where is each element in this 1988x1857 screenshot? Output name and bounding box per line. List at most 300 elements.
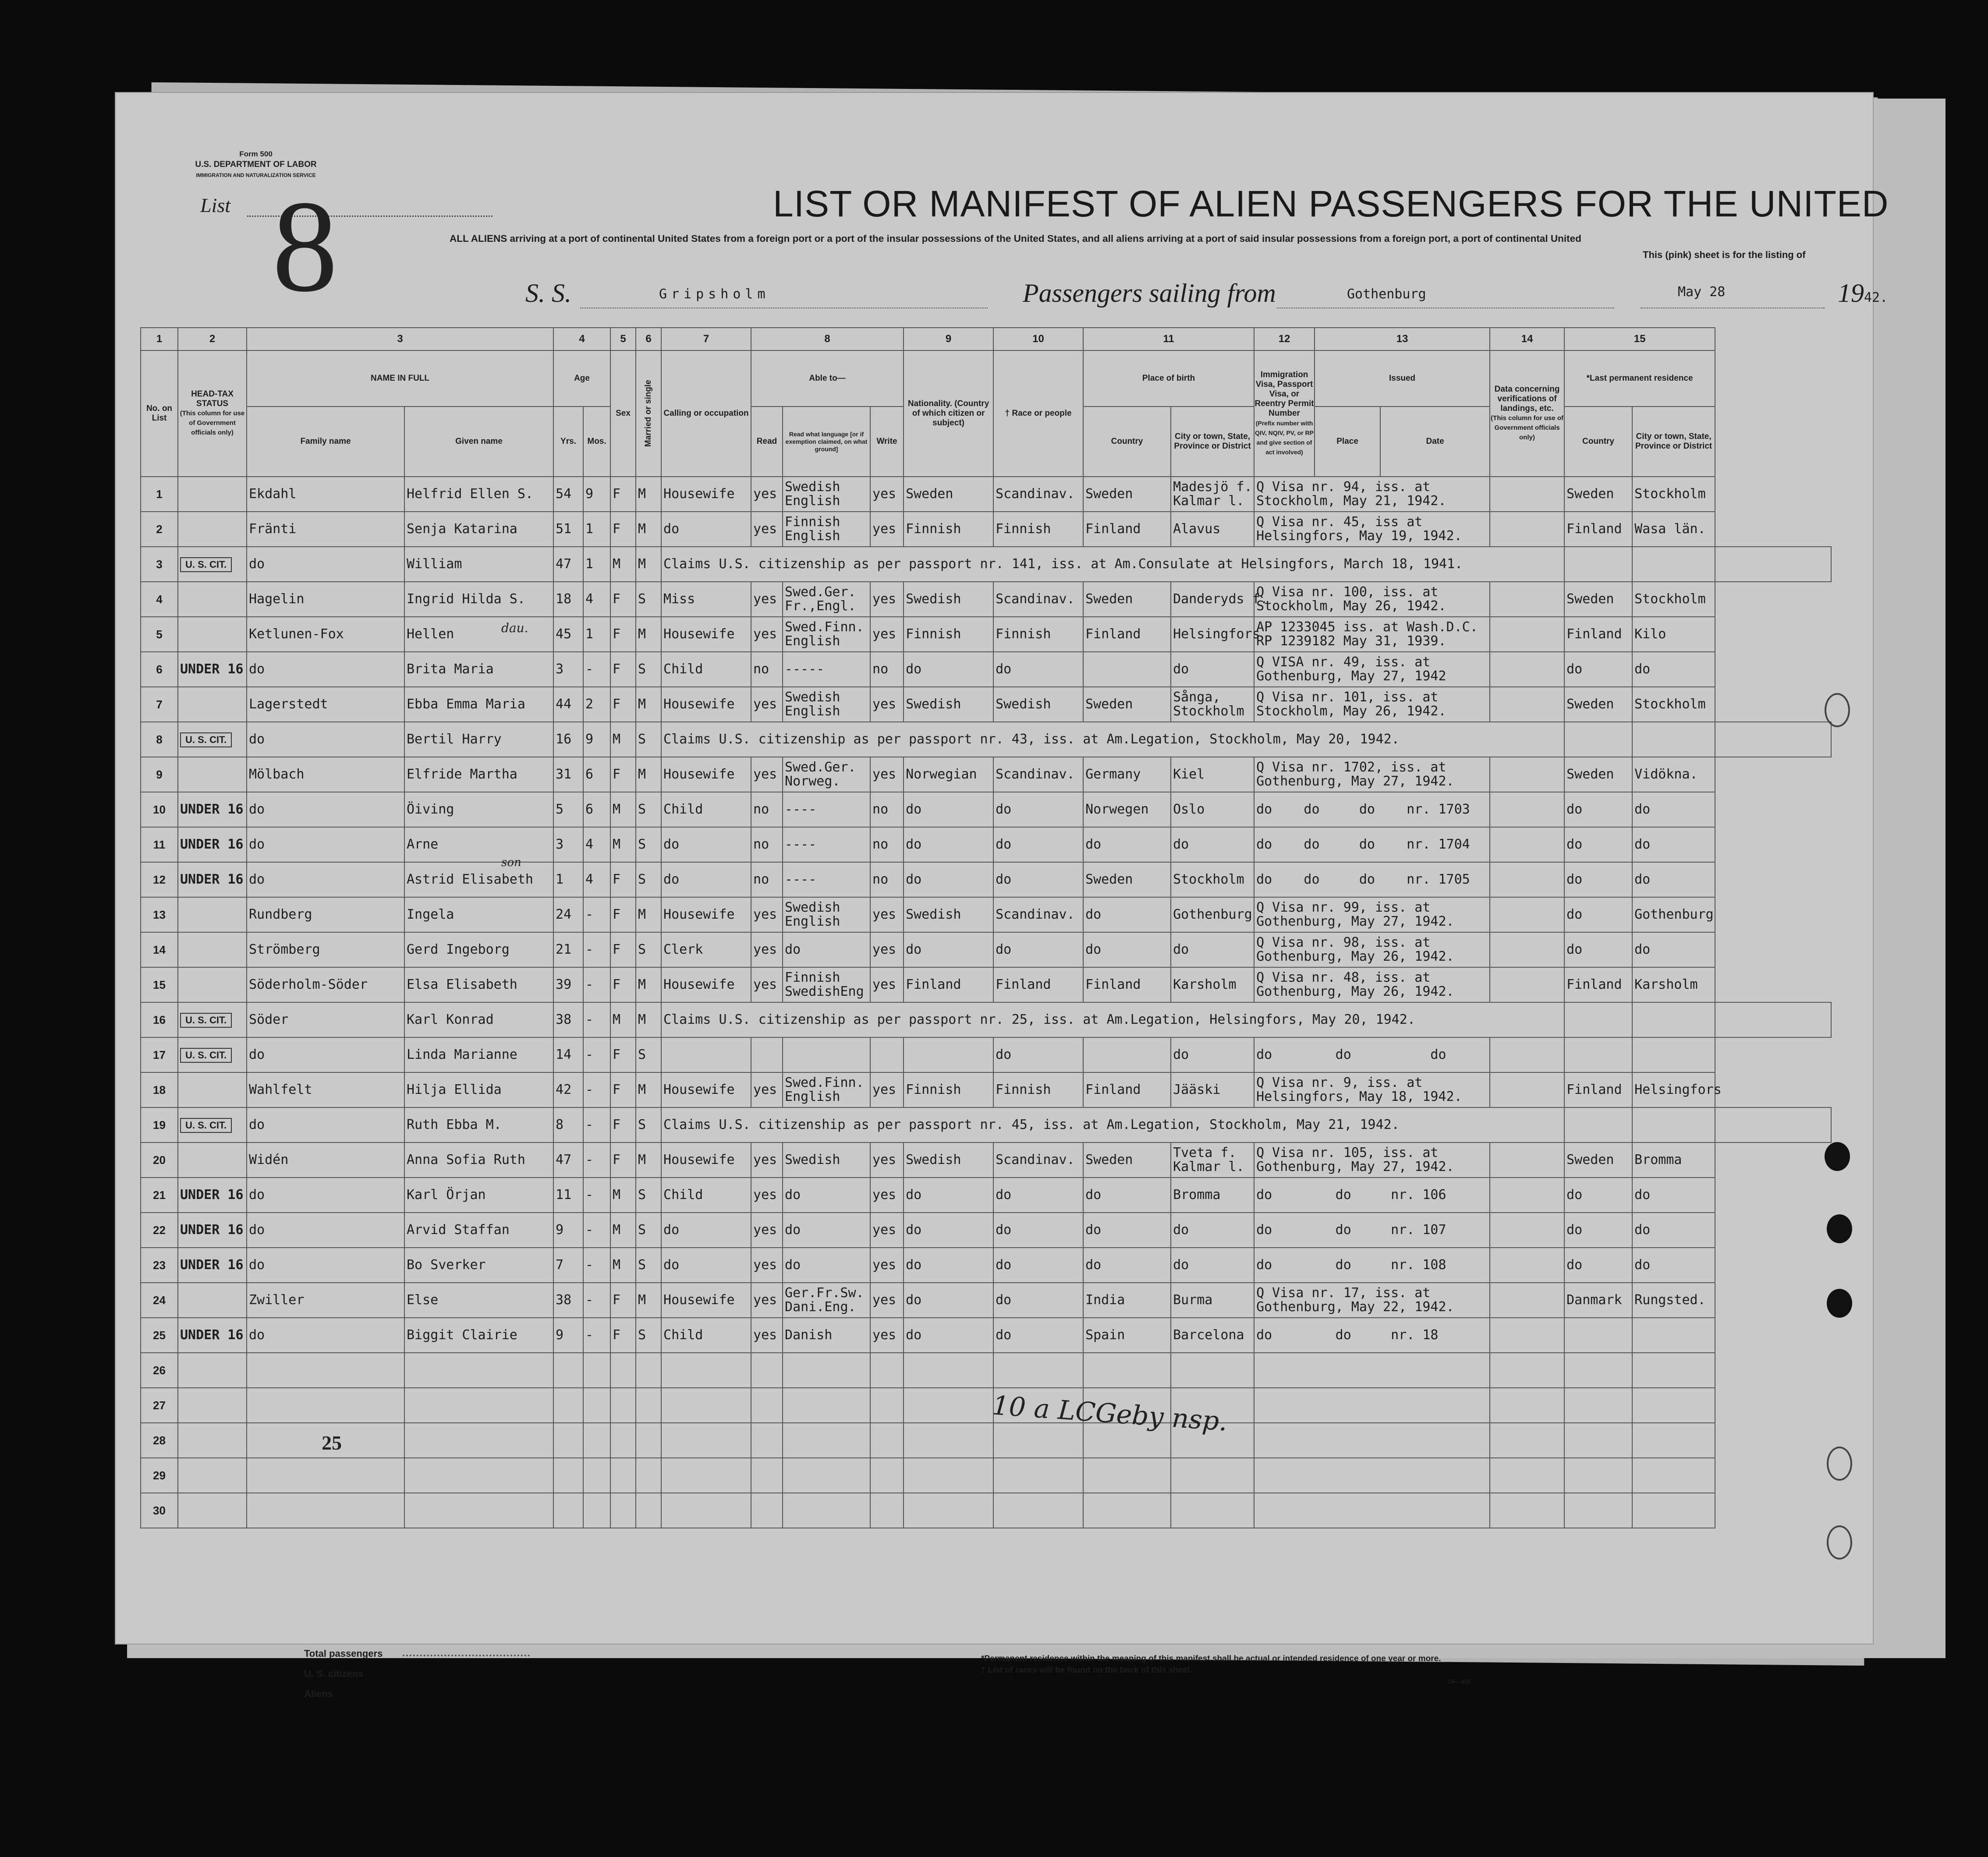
us-citizen-stamp: U. S. CIT. (180, 1048, 232, 1063)
head-tax-status (178, 477, 247, 512)
column-number-row (141, 328, 1831, 350)
table-row (141, 862, 1831, 897)
header-read: Read (751, 407, 783, 477)
nationality: do (904, 1283, 993, 1318)
occupation: Housewife (661, 967, 751, 1002)
nationality: Norwegian (904, 757, 993, 792)
read-language (783, 1423, 870, 1458)
year-prefix: 19 (1838, 279, 1864, 308)
race: do (993, 932, 1083, 967)
age-years: 8 (553, 1107, 583, 1142)
birth-country: do (1083, 932, 1171, 967)
row-number: 14 (141, 932, 178, 967)
verification-data (1490, 932, 1564, 967)
residence-city: Rungsted. (1632, 1283, 1715, 1318)
occupation (661, 1388, 751, 1423)
column-number: 10 (993, 328, 1083, 350)
binder-hole (1825, 1142, 1850, 1171)
residence-country: do (1564, 1248, 1632, 1283)
race: Finnish (993, 617, 1083, 652)
marital-status (636, 1423, 661, 1458)
verification-data (1490, 1037, 1564, 1072)
given-name: Senja Katarina (404, 512, 553, 547)
race (993, 1423, 1083, 1458)
sex: F (610, 687, 636, 722)
head-tax-status: UNDER 16 (178, 792, 247, 827)
table-row (141, 827, 1831, 862)
birth-city: Madesjö f. Kalmar l. (1171, 477, 1254, 512)
column-number: 3 (247, 328, 553, 350)
read-language (783, 1458, 870, 1493)
occupation: Housewife (661, 897, 751, 932)
residence-country: Finland (1564, 967, 1632, 1002)
birth-country: do (1083, 1178, 1171, 1213)
family-name: Ekdahl (247, 477, 404, 512)
column-number: 2 (178, 328, 247, 350)
occupation: Child (661, 652, 751, 687)
nationality (904, 1493, 993, 1528)
list-number: 8 (272, 173, 338, 319)
nationality: Finnish (904, 1072, 993, 1107)
occupation: Child (661, 1178, 751, 1213)
residence-country (1632, 1107, 1715, 1142)
table-row (141, 1458, 1831, 1493)
race: do (993, 1283, 1083, 1318)
race: do (993, 652, 1083, 687)
occupation: do (661, 827, 751, 862)
age-months: - (583, 1283, 610, 1318)
manifest-table (140, 327, 1832, 1528)
us-citizen-stamp: U. S. CIT. (180, 732, 232, 747)
can-write: yes (870, 512, 904, 547)
row-number: 13 (141, 897, 178, 932)
occupation (661, 1458, 751, 1493)
age-years: 5 (553, 792, 583, 827)
nationality (904, 1037, 993, 1072)
given-name: Öiving (404, 792, 553, 827)
verification-data (1490, 1493, 1564, 1528)
family-name (247, 1388, 404, 1423)
verification-data (1490, 1072, 1564, 1107)
given-name: Helfrid Ellen S. (404, 477, 553, 512)
marital-status: S (636, 1178, 661, 1213)
race: do (993, 792, 1083, 827)
birth-country: Norwegen (1083, 792, 1171, 827)
can-read: no (751, 827, 783, 862)
column-number: 7 (661, 328, 751, 350)
head-tax-status: UNDER 16 (178, 1248, 247, 1283)
marital-status (636, 1493, 661, 1528)
nationality: Swedish (904, 897, 993, 932)
verification-data (1490, 862, 1564, 897)
family-name: do (247, 652, 404, 687)
family-name: Rundberg (247, 897, 404, 932)
head-tax-status (178, 512, 247, 547)
marital-status: M (636, 897, 661, 932)
verification-data (1490, 512, 1564, 547)
age-years: 3 (553, 827, 583, 862)
residence-country (1632, 722, 1715, 757)
residence-city: Stockholm (1632, 477, 1715, 512)
age-years: 38 (553, 1283, 583, 1318)
sex: F (610, 862, 636, 897)
can-read: yes (751, 967, 783, 1002)
can-read (751, 1458, 783, 1493)
age-years: 9 (553, 1213, 583, 1248)
birth-country: Sweden (1083, 862, 1171, 897)
us-citizen-stamp: U. S. CIT. (180, 1118, 232, 1133)
table-row (141, 547, 1831, 582)
birth-country: do (1083, 1213, 1171, 1248)
age-years: 16 (553, 722, 583, 757)
can-read (751, 1037, 783, 1072)
row-number: 27 (141, 1388, 178, 1423)
residence-city (1632, 1423, 1715, 1458)
header-landings (1490, 350, 1564, 477)
visa-number (1254, 1423, 1490, 1458)
occupation (661, 1037, 751, 1072)
visa-number: do do nr. 106 (1254, 1178, 1490, 1213)
given-name: Ebba Emma Maria (404, 687, 553, 722)
given-name: Elfride Martha (404, 757, 553, 792)
visa-number: Q Visa nr. 45, iss at Helsingfors, May 19, 1942. (1254, 512, 1490, 547)
given-name: Bertil Harry (404, 722, 553, 757)
residence-country: Finland (1564, 512, 1632, 547)
age-months: - (583, 1037, 610, 1072)
read-language: ---- (783, 827, 870, 862)
citizenship-claim: Claims U.S. citizenship as per passport nr. 45, iss. at Am.Legation, Stockholm, May 21, 1942. (661, 1107, 1564, 1142)
head-tax-status (178, 1107, 247, 1142)
table-row (141, 1072, 1831, 1107)
occupation: Child (661, 792, 751, 827)
residence-country (1564, 1388, 1632, 1423)
header-landings-label: Data concerning verifications of landings, etc. (1494, 385, 1560, 413)
age-months: - (583, 1072, 610, 1107)
nationality: Swedish (904, 1142, 993, 1178)
nationality (904, 1353, 993, 1388)
can-write: yes (870, 967, 904, 1002)
age-years (553, 1458, 583, 1493)
occupation (661, 1353, 751, 1388)
birth-country: Finland (1083, 1072, 1171, 1107)
sex: F (610, 932, 636, 967)
visa-number: do do nr. 108 (1254, 1248, 1490, 1283)
residence-city (1632, 1493, 1715, 1528)
nationality: Swedish (904, 582, 993, 617)
residence-city (1715, 547, 1831, 582)
visa-number: AP 1233045 iss. at Wash.D.C. RP 1239182 May 31, 1939. (1254, 617, 1490, 652)
row-number: 6 (141, 652, 178, 687)
family-name: do (247, 1248, 404, 1283)
read-language (783, 1388, 870, 1423)
given-name (404, 1458, 553, 1493)
birth-country: do (1083, 897, 1171, 932)
citizenship-claim: Claims U.S. citizenship as per passport nr. 141, iss. at Am.Consulate at Helsingfors, March 18, 1941. (661, 547, 1564, 582)
verification-data (1490, 1248, 1564, 1283)
sex (610, 1353, 636, 1388)
occupation: do (661, 1248, 751, 1283)
header-issued-date: Date (1380, 407, 1490, 477)
total-passengers-label: Total passengers (304, 1648, 383, 1659)
sex: F (610, 652, 636, 687)
can-read: yes (751, 1283, 783, 1318)
residence-country: Finland (1564, 1072, 1632, 1107)
can-write (870, 1493, 904, 1528)
birth-city: do (1171, 932, 1254, 967)
can-write: no (870, 862, 904, 897)
residence-country: Danmark (1564, 1283, 1632, 1318)
can-write: no (870, 792, 904, 827)
can-write: yes (870, 1318, 904, 1353)
verification-data (1490, 652, 1564, 687)
family-name: do (247, 827, 404, 862)
race: Swedish (993, 687, 1083, 722)
head-tax-status (178, 1283, 247, 1318)
header-head-tax-label: HEAD-TAX STATUS (191, 389, 234, 408)
residence-city: do (1632, 827, 1715, 862)
marital-status: S (636, 1107, 661, 1142)
residence-city: do (1632, 862, 1715, 897)
marital-status: M (636, 1002, 661, 1037)
age-years: 7 (553, 1248, 583, 1283)
family-name: Söderholm-Söder (247, 967, 404, 1002)
residence-city: Vidökna. (1632, 757, 1715, 792)
can-write: yes (870, 582, 904, 617)
birth-city: do (1171, 827, 1254, 862)
residence-city: do (1632, 792, 1715, 827)
occupation: Housewife (661, 1142, 751, 1178)
visa-number: Q Visa nr. 100, iss. at Stockholm, May 26, 1942. (1254, 582, 1490, 617)
visa-number (1254, 1493, 1490, 1528)
birth-city (1171, 1493, 1254, 1528)
residence-country: do (1564, 1213, 1632, 1248)
can-write (870, 1037, 904, 1072)
can-write: yes (870, 617, 904, 652)
nationality: Finnish (904, 617, 993, 652)
row-number: 26 (141, 1353, 178, 1388)
can-write: no (870, 827, 904, 862)
birth-city: Barcelona (1171, 1318, 1254, 1353)
birth-city (1171, 1458, 1254, 1493)
verification-data (1490, 897, 1564, 932)
header-yrs: Yrs. (553, 407, 583, 477)
us-citizen-stamp: U. S. CIT. (180, 557, 232, 572)
can-write (870, 1458, 904, 1493)
verification-data (1490, 1142, 1564, 1178)
verification-data (1490, 617, 1564, 652)
visa-number: do do nr. 18 (1254, 1318, 1490, 1353)
header-able-to: Able to— (751, 350, 904, 407)
head-tax-status (178, 1002, 247, 1037)
given-name (404, 1353, 553, 1388)
row-number: 24 (141, 1283, 178, 1318)
age-months: - (583, 897, 610, 932)
occupation: Housewife (661, 1072, 751, 1107)
age-months: - (583, 1213, 610, 1248)
header-row-1 (141, 350, 1831, 407)
read-language: do (783, 1178, 870, 1213)
row-number: 7 (141, 687, 178, 722)
header-sex: Sex (610, 350, 636, 477)
family-name: Ketlunen-Fox (247, 617, 404, 652)
can-write (870, 1353, 904, 1388)
verification-data (1564, 722, 1632, 757)
sex: M (610, 1248, 636, 1283)
birth-city: do (1171, 1213, 1254, 1248)
residence-city: Stockholm (1632, 687, 1715, 722)
can-read: yes (751, 1213, 783, 1248)
read-language: Finnish SwedishEng (783, 967, 870, 1002)
verification-data (1490, 582, 1564, 617)
verification-data (1490, 1423, 1564, 1458)
head-tax-status: UNDER 16 (178, 1178, 247, 1213)
row-number: 9 (141, 757, 178, 792)
marital-status: M (636, 477, 661, 512)
column-number: 1 (141, 328, 178, 350)
header-married (636, 350, 661, 477)
occupation (661, 1493, 751, 1528)
race: do (993, 1213, 1083, 1248)
residence-city (1632, 1318, 1715, 1353)
race: do (993, 1037, 1083, 1072)
handwritten-dau: dau. (501, 621, 528, 635)
family-name: do (247, 1318, 404, 1353)
given-name: Astrid Elisabeth (404, 862, 553, 897)
age-months: - (583, 1107, 610, 1142)
residence-city: Gothenburg (1632, 897, 1715, 932)
head-tax-status (178, 757, 247, 792)
sex: F (610, 1037, 636, 1072)
given-name: Arvid Staffan (404, 1213, 553, 1248)
residence-country: do (1564, 897, 1632, 932)
header-race: † Race or people (993, 350, 1083, 477)
age-months: - (583, 1178, 610, 1213)
subtitle-line-2: This (pink) sheet is for the listing of (1643, 249, 1806, 260)
column-number: 9 (904, 328, 993, 350)
race: Scandinav. (993, 897, 1083, 932)
can-read: yes (751, 897, 783, 932)
header-issued-place: Place (1315, 407, 1380, 477)
row-number: 18 (141, 1072, 178, 1107)
family-name: Hagelin (247, 582, 404, 617)
can-read: yes (751, 1142, 783, 1178)
head-tax-status (178, 722, 247, 757)
residence-country: do (1564, 792, 1632, 827)
age-years: 51 (553, 512, 583, 547)
table-row (141, 932, 1831, 967)
residence-country (1564, 1353, 1632, 1388)
sex: M (610, 1178, 636, 1213)
race: Finnish (993, 1072, 1083, 1107)
binder-hole (1827, 1289, 1852, 1318)
head-tax-status (178, 687, 247, 722)
head-tax-status (178, 1037, 247, 1072)
header-age: Age (553, 350, 610, 407)
table-row (141, 967, 1831, 1002)
residence-country: Finland (1564, 617, 1632, 652)
marital-status: M (636, 757, 661, 792)
birth-city: do (1171, 1037, 1254, 1072)
can-read: yes (751, 617, 783, 652)
age-months: 1 (583, 617, 610, 652)
footer-tallies (304, 1648, 383, 1700)
read-language: Swedish English (783, 477, 870, 512)
marital-status: S (636, 1213, 661, 1248)
race: Scandinav. (993, 582, 1083, 617)
read-language (783, 1493, 870, 1528)
visa-number: Q Visa nr. 9, iss. at Helsingfors, May 18, 1942. (1254, 1072, 1490, 1107)
age-months: 6 (583, 792, 610, 827)
age-months: 6 (583, 757, 610, 792)
department-name: U.S. DEPARTMENT OF LABOR (195, 160, 317, 169)
row-number: 10 (141, 792, 178, 827)
marital-status: S (636, 1318, 661, 1353)
can-read: yes (751, 582, 783, 617)
verification-data (1490, 792, 1564, 827)
family-name: Strömberg (247, 932, 404, 967)
row-number: 3 (141, 547, 178, 582)
column-number: 8 (751, 328, 904, 350)
row-number: 17 (141, 1037, 178, 1072)
header-residence-city: City or town, State, Province or District (1632, 407, 1715, 477)
residence-country (1564, 1493, 1632, 1528)
age-years: 18 (553, 582, 583, 617)
race (993, 1493, 1083, 1528)
residence-country (1632, 1002, 1715, 1037)
read-language (783, 1353, 870, 1388)
visa-number: do do do nr. 1705 (1254, 862, 1490, 897)
visa-number: do do do (1254, 1037, 1490, 1072)
table-row (141, 1283, 1831, 1318)
marital-status: S (636, 652, 661, 687)
age-years: 44 (553, 687, 583, 722)
residence-city (1632, 1037, 1715, 1072)
age-years: 42 (553, 1072, 583, 1107)
residence-city: do (1632, 652, 1715, 687)
occupation: do (661, 512, 751, 547)
header-birth-country: Country (1083, 407, 1171, 477)
nationality: do (904, 1248, 993, 1283)
marital-status (636, 1353, 661, 1388)
table-row (141, 617, 1831, 652)
read-language: ----- (783, 652, 870, 687)
can-read (751, 1388, 783, 1423)
residence-city (1632, 1388, 1715, 1423)
row-number: 19 (141, 1107, 178, 1142)
header-name-in-full: NAME IN FULL (247, 350, 553, 407)
age-months: 9 (583, 477, 610, 512)
header-place-of-birth: Place of birth (1083, 350, 1254, 407)
head-tax-status (178, 582, 247, 617)
nationality: do (904, 932, 993, 967)
given-name: Ruth Ebba M. (404, 1107, 553, 1142)
verification-data (1490, 827, 1564, 862)
head-tax-status: UNDER 16 (178, 862, 247, 897)
read-language: Swedish (783, 1142, 870, 1178)
race: Finnish (993, 512, 1083, 547)
handwritten-tally: 25 (322, 1432, 342, 1454)
can-read (751, 1493, 783, 1528)
given-name: Gerd Ingeborg (404, 932, 553, 967)
visa-number (1254, 1458, 1490, 1493)
family-name (247, 1493, 404, 1528)
sex: F (610, 512, 636, 547)
birth-country: Sweden (1083, 687, 1171, 722)
sex: M (610, 1002, 636, 1037)
row-number: 2 (141, 512, 178, 547)
age-years: 45 (553, 617, 583, 652)
header-visa-label: Immigration Visa, Passport Visa, or Reentry Permit Number (1254, 370, 1314, 418)
